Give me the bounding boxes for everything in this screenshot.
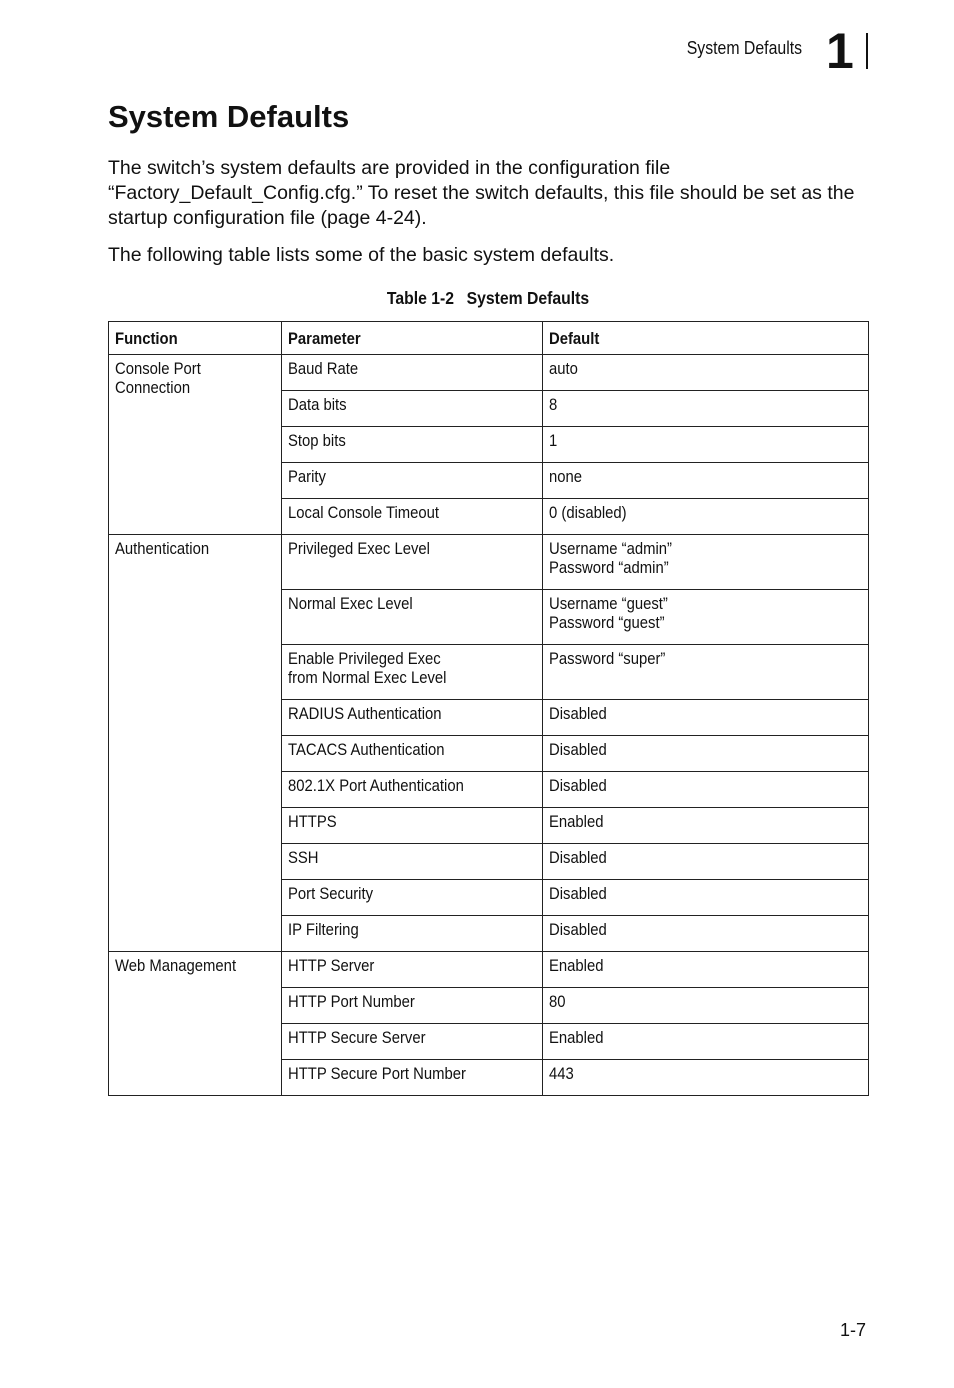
parameter-cell: RADIUS Authentication xyxy=(282,700,543,736)
parameter-cell: Privileged Exec Level xyxy=(282,535,543,590)
default-value-cell: auto xyxy=(543,355,869,391)
intro-paragraph: The switch’s system defaults are provided in the configuration file “Factory_Default_Config.cfg.” To reset the switch defaults, this file should be set as the startup configuration file (page 4-24). xyxy=(108,157,855,229)
parameter-cell: TACACS Authentication xyxy=(282,736,543,772)
default-value-cell: Disabled xyxy=(543,700,869,736)
table-caption-number: Table 1-2 xyxy=(386,288,454,308)
table-header-row xyxy=(109,322,869,355)
default-value-cell: Username “guest” Password “guest” xyxy=(543,590,869,645)
parameter-cell: 802.1X Port Authentication xyxy=(282,772,543,808)
table-caption-title: System Defaults xyxy=(466,288,590,308)
table-body xyxy=(109,355,869,1096)
system-defaults-table xyxy=(108,321,869,1096)
function-cell: Authentication xyxy=(109,535,282,952)
column-header-function: Function xyxy=(109,322,282,355)
default-value-cell: Disabled xyxy=(543,916,869,952)
parameter-cell: SSH xyxy=(282,844,543,880)
table-row xyxy=(109,355,869,391)
column-header-default: Default xyxy=(543,322,869,355)
default-value-cell: Disabled xyxy=(543,736,869,772)
section-title: System Defaults xyxy=(108,99,350,134)
parameter-cell: HTTP Secure Server xyxy=(282,1024,543,1060)
running-header-title: System Defaults xyxy=(686,38,802,58)
function-cell: Web Management xyxy=(109,952,282,1096)
parameter-cell: Stop bits xyxy=(282,427,543,463)
parameter-cell: Data bits xyxy=(282,391,543,427)
table-row xyxy=(109,952,869,988)
parameter-cell: Normal Exec Level xyxy=(282,590,543,645)
table-caption xyxy=(146,288,830,309)
default-value-cell: Disabled xyxy=(543,844,869,880)
parameter-cell: Enable Privileged Exec from Normal Exec Level xyxy=(282,645,543,700)
parameter-cell: Local Console Timeout xyxy=(282,499,543,535)
default-value-cell: Password “super” xyxy=(543,645,869,700)
function-cell: Console Port Connection xyxy=(109,355,282,535)
default-value-cell: 443 xyxy=(543,1060,869,1096)
default-value-cell: Disabled xyxy=(543,772,869,808)
parameter-cell: IP Filtering xyxy=(282,916,543,952)
parameter-cell: HTTP Port Number xyxy=(282,988,543,1024)
default-value-cell: Disabled xyxy=(543,880,869,916)
default-value-cell: 0 (disabled) xyxy=(543,499,869,535)
default-value-cell: 8 xyxy=(543,391,869,427)
table-lead-paragraph: The following table lists some of the basic system defaults. xyxy=(108,244,615,266)
parameter-cell: HTTP Secure Port Number xyxy=(282,1060,543,1096)
default-value-cell: none xyxy=(543,463,869,499)
column-header-parameter: Parameter xyxy=(282,322,543,355)
parameter-cell: HTTPS xyxy=(282,808,543,844)
chapter-number: 1 xyxy=(826,23,854,79)
default-value-cell: Enabled xyxy=(543,1024,869,1060)
parameter-cell: Baud Rate xyxy=(282,355,543,391)
page-number: 1-7 xyxy=(839,1320,866,1340)
parameter-cell: Parity xyxy=(282,463,543,499)
default-value-cell: 1 xyxy=(543,427,869,463)
default-value-cell: 80 xyxy=(543,988,869,1024)
default-value-cell: Enabled xyxy=(543,952,869,988)
default-value-cell: Username “admin” Password “admin” xyxy=(543,535,869,590)
parameter-cell: HTTP Server xyxy=(282,952,543,988)
default-value-cell: Enabled xyxy=(543,808,869,844)
parameter-cell: Port Security xyxy=(282,880,543,916)
table-row xyxy=(109,535,869,590)
